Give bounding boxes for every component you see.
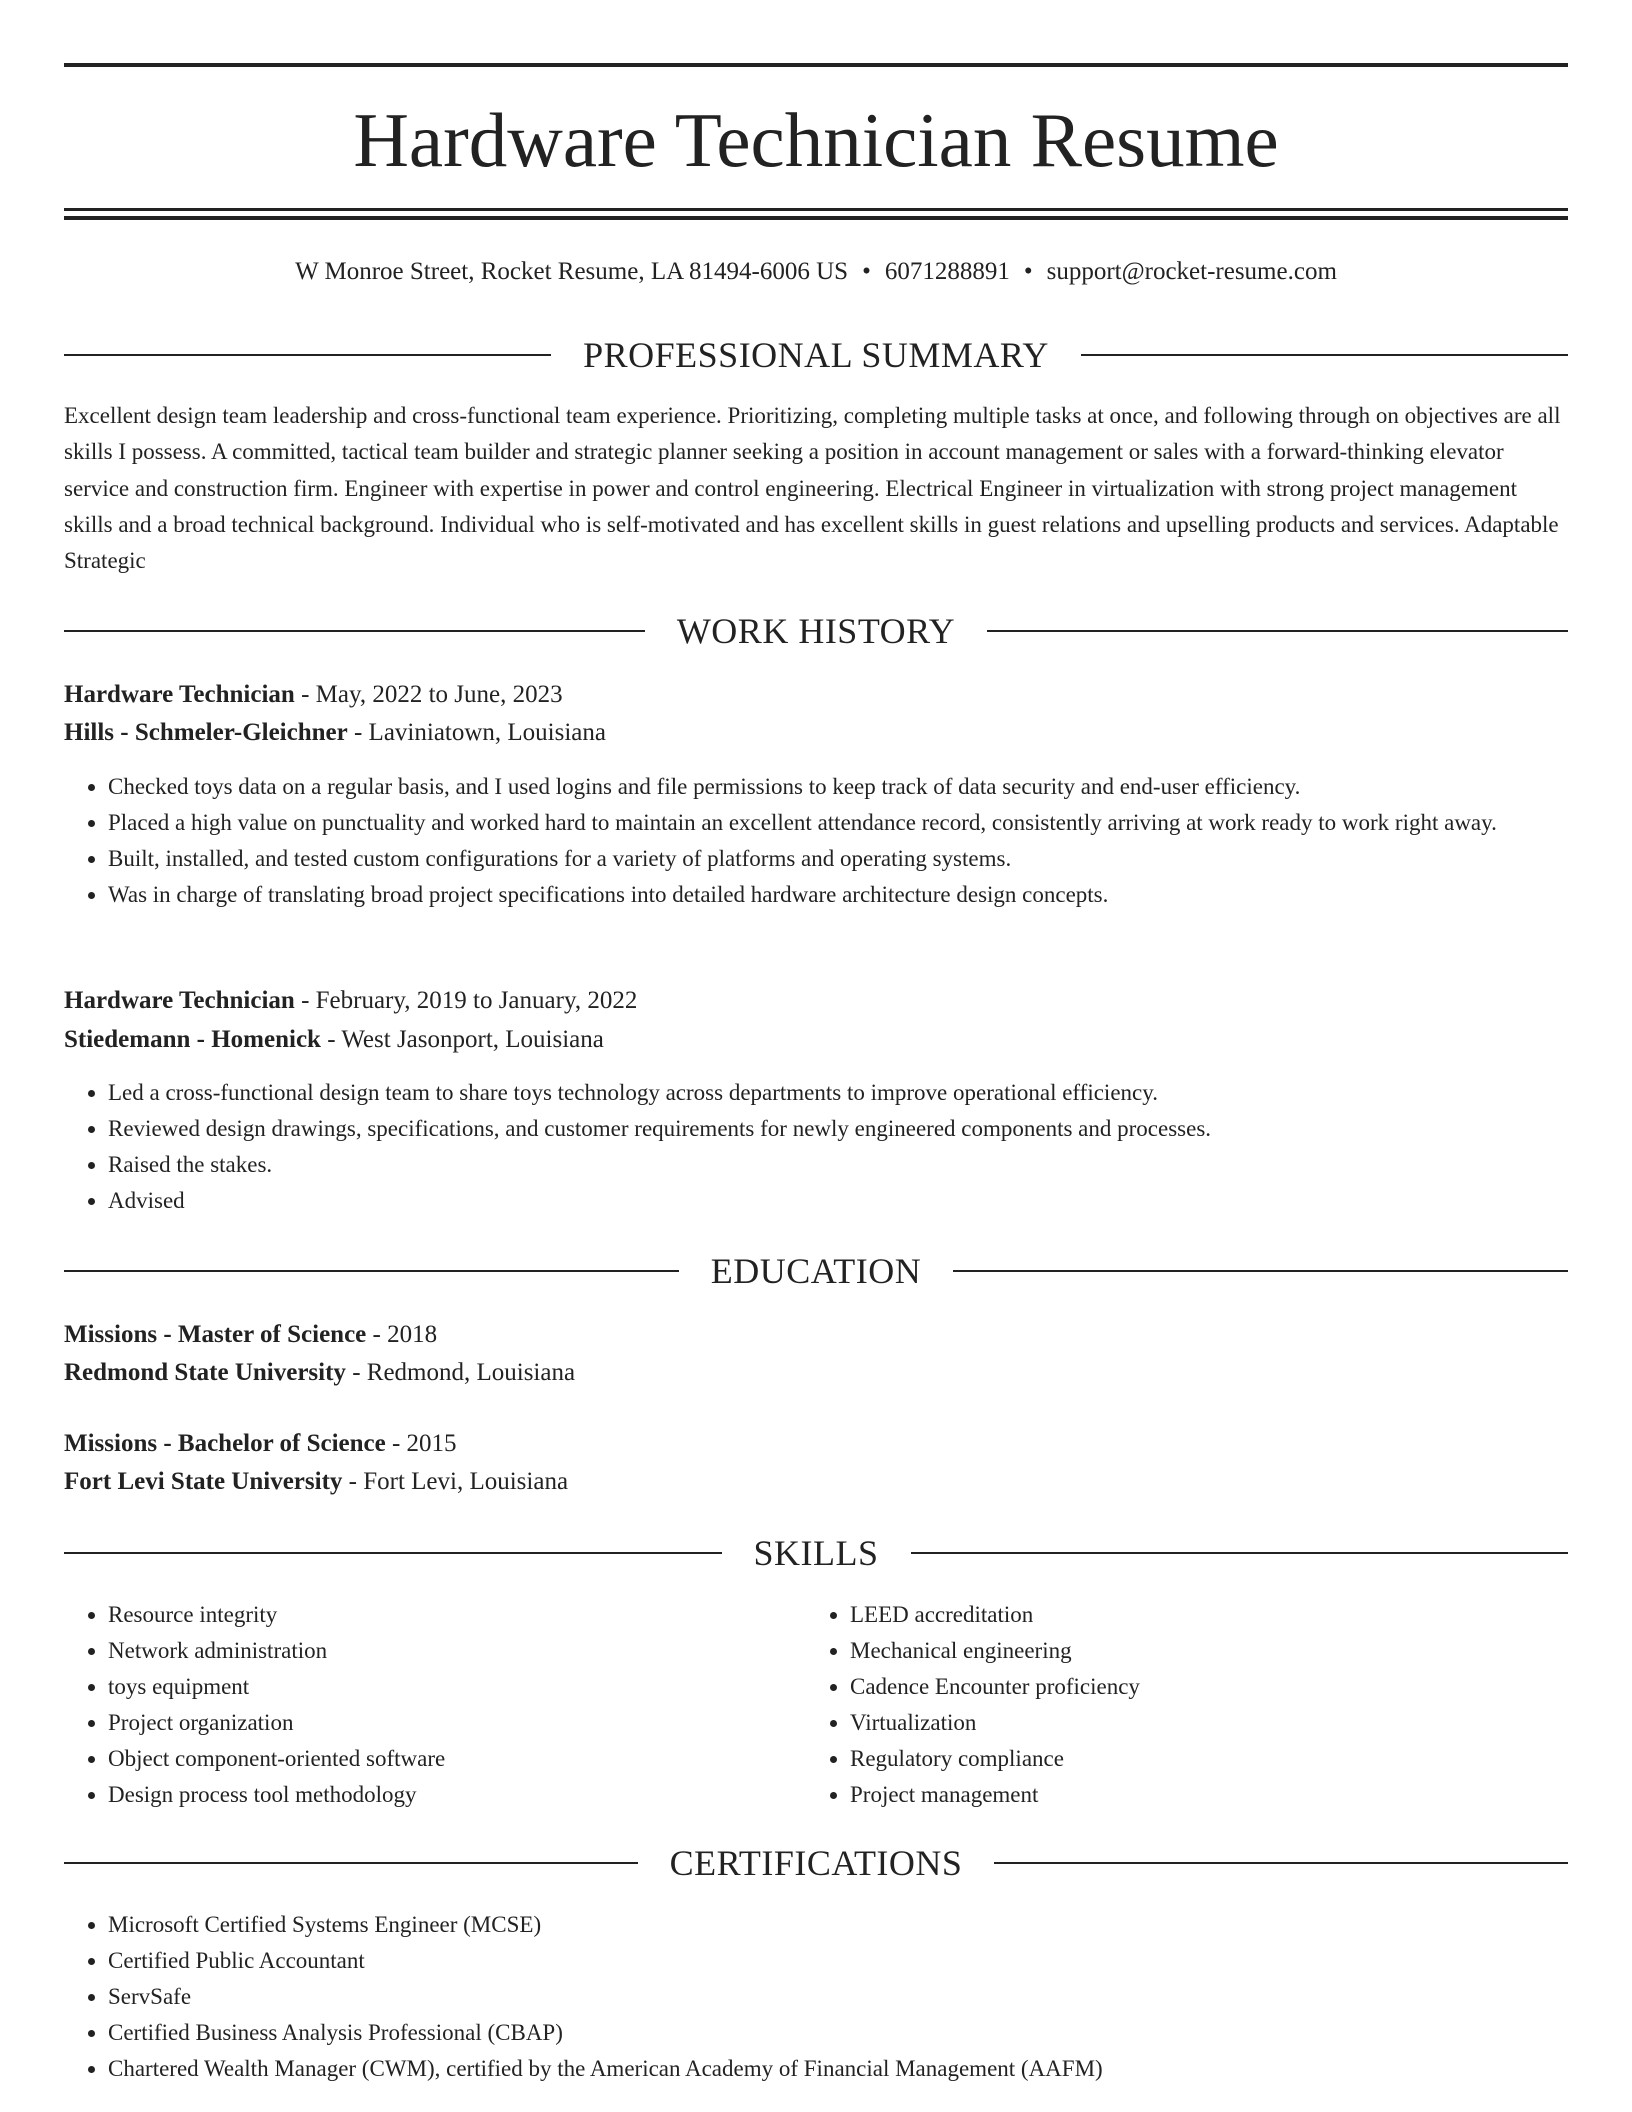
certifications-list: [64, 1907, 1568, 2087]
degree-line: [64, 1425, 1568, 1463]
section-title-skills: SKILLS: [753, 1533, 879, 1573]
section-heading-work: [64, 609, 1568, 653]
skill-item: • LEED accreditation: [850, 1597, 1550, 1633]
section-title-education: EDUCATION: [710, 1251, 922, 1291]
degree-line: [64, 1316, 1568, 1354]
heading-rule: [64, 1270, 679, 1272]
contact-separator: •: [862, 258, 871, 285]
heading-rule: [64, 1862, 638, 1864]
heading-rule: [953, 1270, 1568, 1272]
certification-item: • Microsoft Certified Systems Engineer (MCSE): [108, 1907, 1568, 1943]
job-bullet: • Built, installed, and tested custom configurations for a variety of platforms and operating systems.: [108, 841, 1568, 877]
job-title-line: [64, 982, 1568, 1020]
skill-item: • Mechanical engineering: [850, 1633, 1550, 1669]
school-location: - Redmond, Louisiana: [352, 1359, 576, 1386]
job-bullet: • Raised the stakes.: [108, 1147, 1568, 1183]
skill-item: • Regulatory compliance: [850, 1741, 1550, 1777]
resume-title: Hardware Technician Resume: [353, 97, 1279, 183]
certification-item: • Certified Public Accountant: [108, 1943, 1568, 1979]
job-title: Hardware Technician: [64, 681, 295, 708]
contact-separator: •: [1023, 258, 1033, 285]
school: Fort Levi State University: [64, 1468, 343, 1495]
job-company-line: [64, 1021, 1568, 1059]
skill-item: • Cadence Encounter proficiency: [850, 1669, 1550, 1705]
contact-line: [64, 254, 1568, 290]
job-bullets: [64, 1075, 1568, 1219]
section-heading-skills: [64, 1531, 1568, 1575]
job-bullet: • Checked toys data on a regular basis, and I used logins and file permissions to keep track of data security and end-user efficiency.: [108, 769, 1568, 805]
heading-rule: [911, 1552, 1569, 1554]
school-line: [64, 1463, 1568, 1501]
certification-item: • ServSafe: [108, 1979, 1568, 2015]
heading-rule: [987, 630, 1568, 632]
job-title-line: [64, 676, 1568, 714]
job-dates: - May, 2022 to June, 2023: [301, 681, 563, 708]
skill-item: • Project organization: [108, 1705, 808, 1741]
section-heading-certifications: [64, 1841, 1568, 1885]
contact-phone: 6071288891: [884, 258, 1010, 285]
skills-list-left: [64, 1597, 808, 1813]
section-title-certifications: CERTIFICATIONS: [669, 1843, 963, 1883]
degree-year: - 2015: [391, 1430, 457, 1457]
heading-rule: [64, 1552, 722, 1554]
section-heading-summary: [64, 333, 1568, 377]
school-location: - Fort Levi, Louisiana: [348, 1468, 569, 1495]
job-title: Hardware Technician: [64, 987, 295, 1014]
skills-list-right: [806, 1597, 1550, 1813]
certification-item: • Chartered Wealth Manager (CWM), certified by the American Academy of Financial Management (AAFM): [108, 2051, 1568, 2087]
heading-rule: [64, 354, 551, 356]
summary-text: Excellent design team leadership and cross-functional team experience. Prioritizing, completing multiple tasks at once, and following through on objectives are all skills I possess. A committed, tactical team builder and strategic planner seeking a position in account management or sales with a forward-thinking elevator service and construction firm. Engineer with expertise in power and control engineering. Electrical Engineer in virtualization with strong project management skills and a broad technical background. Individual who is self-motivated and has excellent skills in guest relations and upselling products and services. Adaptable Strategic: [64, 403, 1561, 574]
job-bullet: • Led a cross-functional design team to share toys technology across departments to improve operational efficiency.: [108, 1075, 1568, 1111]
heading-rule: [1081, 354, 1568, 356]
skill-item: • Design process tool methodology: [108, 1777, 808, 1813]
heading-rule: [994, 1862, 1568, 1864]
job-bullet: • Was in charge of translating broad project specifications into detailed hardware architecture design concepts.: [108, 877, 1568, 913]
degree: Missions - Master of Science: [64, 1321, 367, 1348]
degree-year: - 2018: [372, 1321, 438, 1348]
top-rule: [64, 63, 1568, 67]
job-bullet: • Reviewed design drawings, specifications, and customer requirements for newly engineered components and processes.: [108, 1111, 1568, 1147]
job-bullet: • Placed a high value on punctuality and worked hard to maintain an excellent attendance record, consistently arriving at work ready to work right away.: [108, 805, 1568, 841]
section-title-summary: PROFESSIONAL SUMMARY: [583, 335, 1049, 375]
skill-item: • Network administration: [108, 1633, 808, 1669]
skill-item: • Virtualization: [850, 1705, 1550, 1741]
heading-rule: [64, 630, 645, 632]
job-bullets: [64, 769, 1568, 913]
school: Redmond State University: [64, 1359, 346, 1386]
job-company: Hills - Schmeler-Gleichner: [64, 719, 348, 746]
skill-item: • Object component-oriented software: [108, 1741, 808, 1777]
skill-item: • toys equipment: [108, 1669, 808, 1705]
section-title-work: WORK HISTORY: [676, 611, 956, 651]
job-location: - Laviniatown, Louisiana: [353, 719, 606, 746]
job-bullet: • Advised: [108, 1183, 1568, 1219]
skill-item: • Project management: [850, 1777, 1550, 1813]
job-dates: - February, 2019 to January, 2022: [301, 987, 638, 1014]
skill-item: • Resource integrity: [108, 1597, 808, 1633]
degree: Missions - Bachelor of Science: [64, 1430, 386, 1457]
job-company: Stiedemann - Homenick: [64, 1026, 321, 1053]
job-location: - West Jasonport, Louisiana: [327, 1026, 604, 1053]
contact-address: W Monroe Street, Rocket Resume, LA 81494-6006 US: [295, 258, 849, 285]
certification-item: • Certified Business Analysis Professional (CBAP): [108, 2015, 1568, 2051]
contact-email: support@rocket-resume.com: [1046, 258, 1337, 285]
school-line: [64, 1354, 1568, 1392]
job-company-line: [64, 714, 1568, 752]
title-double-rule: [64, 208, 1568, 220]
section-heading-education: [64, 1249, 1568, 1293]
